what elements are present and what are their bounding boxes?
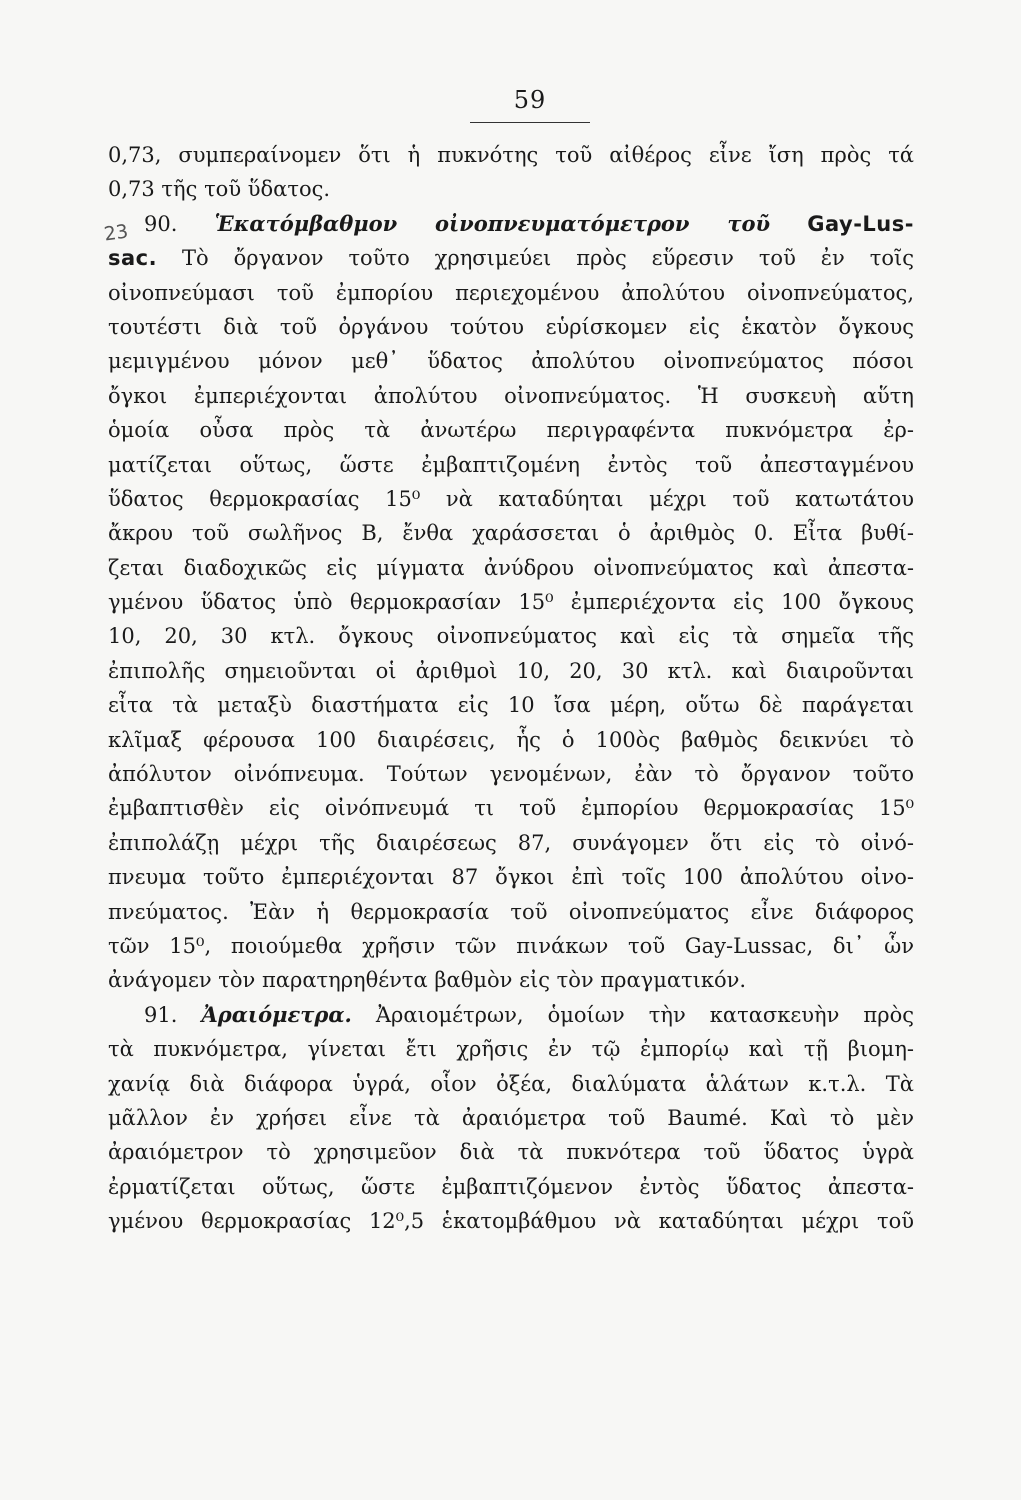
text-line: κλῖμαξ φέρουσα 100 διαιρέσεις, ἧς ὁ 100ὸς βαθμὸς δεικνύει τὸ <box>108 727 914 752</box>
section-90-number: 90. <box>144 211 178 236</box>
section-91-text: Ἀραιομέτρων, ὁμοίων τὴν κατασκευὴν πρὸς <box>375 1002 914 1027</box>
section-91-number: 91. <box>144 1002 178 1027</box>
text-line: μᾶλλον ἐν χρήσει εἶνε τὰ ἀραιόμετρα τοῦ Baumé. Καὶ τὸ μὲν <box>108 1105 914 1130</box>
text-line: οἰνοπνεύμασι τοῦ ἐμπορίου περιεχομένου ἀπολύτου οἰνοπνεύματος, <box>108 280 914 305</box>
text-line: ἀραιόμετρον τὸ χρησιμεῦον διὰ τὰ πυκνότερα τοῦ ὕδατος ὑγρὰ <box>108 1140 914 1165</box>
text-line: 0,73, συμπεραίνομεν ὅτι ἡ πυκνότης τοῦ αἰθέρος εἶνε ἴση πρὸς τά <box>108 143 914 167</box>
text-line: γμένου ὕδατος ὑπὸ θερμοκρασίαν 15⁰ ἐμπεριέχοντα εἰς 100 ὄγκους <box>108 590 914 615</box>
section-90-first-line <box>108 241 914 275</box>
text-line: τῶν 15⁰, ποιούμεθα χρῆσιν τῶν πινάκων τοῦ Gay-Lussac, δι᾽ ὧν <box>108 933 914 958</box>
text-line: ἐπιπολῆς σημειοῦνται οἱ ἀριθμοὶ 10, 20, 30 κτλ. καὶ διαιροῦνται <box>108 658 914 683</box>
text-line: τὰ πυκνόμετρα, γίνεται ἔτι χρῆσις ἐν τῷ ἐμπορίῳ καὶ τῇ βιομη- <box>108 1037 914 1062</box>
text-line: ματίζεται οὕτως, ὥστε ἐμβαπτιζομένη ἐντὸς τοῦ ἀπεσταγμένου <box>108 452 914 477</box>
text-line: γμένου θερμοκρασίας 12⁰,5 ἑκατομβάθμου νὰ καταδύηται μέχρι τοῦ <box>108 1209 914 1234</box>
header-rule <box>470 122 590 123</box>
section-90-title-latin-cont: sac. <box>108 246 158 271</box>
text-line: εἶτα τὰ μεταξὺ διαστήματα εἰς 10 ἴσα μέρη, οὕτω δὲ παράγεται <box>108 693 914 718</box>
page-number: 59 <box>513 86 547 114</box>
body-text <box>108 138 914 1239</box>
text-line: μεμιγμένου μόνον μεθ᾽ ὕδατος ἀπολύτου οἰνοπνεύματος πόσοι <box>108 349 914 374</box>
text-line: ἀνάγομεν τὸν παρατηρηθέντα βαθμὸν εἰς τὸν πραγματικόν. <box>108 968 747 993</box>
text-line: ἀπόλυτον οἰνόπνευμα. Τούτων γενομένων, ἐὰν τὸ ὄργανον τοῦτο <box>108 762 914 787</box>
section-90-title: Ἑκατόμβαθμον οἰνοπνευματόμετρον τοῦ <box>214 210 771 236</box>
text-line: ἐμβαπτισθὲν εἰς οἰνόπνευμά τι τοῦ ἐμπορίου θερμοκρασίας 15⁰ <box>108 796 914 821</box>
section-90-text: Τὸ ὄργανον τοῦτο χρησιμεύει πρὸς εὕρεσιν τοῦ ἐν τοῖς <box>182 246 914 271</box>
text-line: πνευμα τοῦτο ἐμπεριέχονται 87 ὄγκοι ἐπὶ τοῖς 100 ἀπολύτου οἰνο- <box>108 865 914 890</box>
text-line: ὄγκοι ἐμπεριέχονται ἀπολύτου οἰνοπνεύματος. Ἡ συσκευὴ αὕτη <box>108 383 914 408</box>
text-line: χανίᾳ διὰ διάφορα ὑγρά, οἷον ὀξέα, διαλύματα ἁλάτων κ.τ.λ. Τὰ <box>108 1071 914 1096</box>
text-line: ὁμοία οὖσα πρὸς τὰ ἀνωτέρω περιγραφέντα πυκνόμετρα ἐρ- <box>108 418 914 443</box>
handwritten-margin-note: 23 <box>102 220 130 246</box>
text-line: τουτέστι διὰ τοῦ ὀργάνου τούτου εὑρίσκομεν εἰς ἑκατὸν ὄγκους <box>108 314 914 339</box>
text-line: 10, 20, 30 κτλ. ὄγκους οἰνοπνεύματος καὶ εἰς τὰ σημεῖα τῆς <box>108 624 914 649</box>
section-91-title: Ἀραιόμετρα. <box>201 1001 352 1027</box>
text-line: ἐρματίζεται οὕτως, ὥστε ἐμβαπτιζόμενον ἐντὸς ὕδατος ἀπεστα- <box>108 1174 914 1199</box>
text-line: 0,73 τῆς τοῦ ὕδατος. <box>108 177 331 202</box>
text-line: ὕδατος θερμοκρασίας 15⁰ νὰ καταδύηται μέχρι τοῦ κατωτάτου <box>108 486 914 511</box>
text-line: ἄκρου τοῦ σωλῆνος B, ἔνθα χαράσσεται ὁ ἀριθμὸς 0. Εἶτα βυθί- <box>108 521 914 546</box>
text-line: πνεύματος. Ἐὰν ἡ θερμοκρασία τοῦ οἰνοπνεύματος εἶνε διάφορος <box>108 899 914 924</box>
text-line: ζεται διαδοχικῶς εἰς μίγματα ἀνύδρου οἰνοπνεύματος καὶ ἀπεστα- <box>108 555 914 580</box>
section-91-heading <box>108 998 914 1032</box>
section-90-title-latin: Gay-Lus- <box>807 211 914 236</box>
section-90-heading <box>108 207 914 241</box>
text-line: ἐπιπολάζῃ μέχρι τῆς διαιρέσεως 87, συνάγομεν ὅτι εἰς τὸ οἰνό- <box>108 830 914 855</box>
